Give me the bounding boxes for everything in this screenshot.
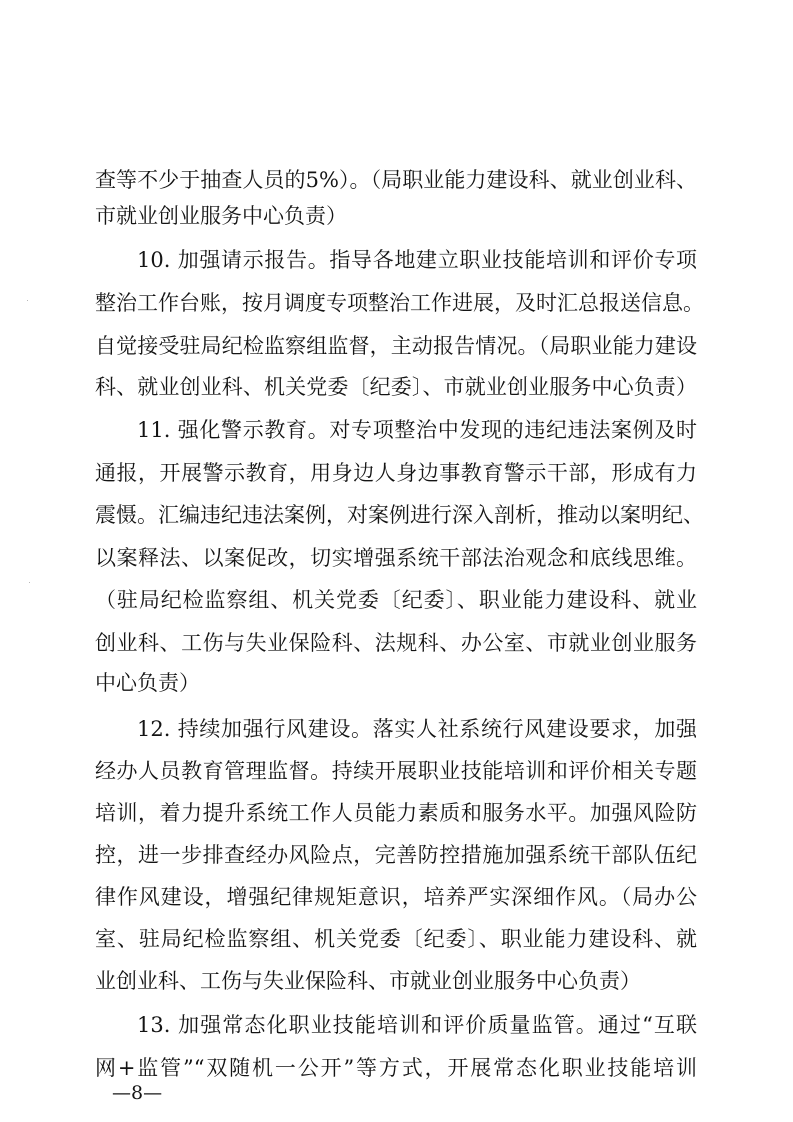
scan-speck [27,300,28,301]
paragraph-12-heading: 12. 持续加强行风建设。落实人社系统行风建设要求，加强 [137,717,697,741]
scan-speck [29,582,30,583]
text-line: 经办人员教育管理监督。持续开展职业技能培训和评价相关专题 [95,759,697,783]
text-line: 中心负责） [95,671,200,695]
page-number: —8— [112,1082,163,1104]
text-line: 培训，着力提升系统工作人员能力素质和服务水平。加强风险防 [95,801,697,825]
text-line: 律作风建设，增强纪律规矩意识，培养严实深细作风。（局办公 [95,885,697,909]
text-line: 查等不少于抽查人员的5%）。（局职业能力建设科、就业创业科、 [95,168,697,192]
text-line: 通报，开展警示教育，用身边人身边事教育警示干部，形成有力 [95,461,697,485]
text-line: 震慑。汇编违纪违法案例，对案例进行深入剖析，推动以案明纪、 [95,503,704,527]
text-line: 创业科、工伤与失业保险科、法规科、办公室、市就业创业服务 [95,631,697,655]
paragraph-10-heading: 10. 加强请示报告。指导各地建立职业技能培训和评价专项 [137,248,697,272]
text-line: 市就业创业服务中心负责） [95,204,347,228]
text-line: 以案释法、以案促改，切实增强系统干部法治观念和底线思维。 [95,546,697,570]
text-line: 自觉接受驻局纪检监察组监督，主动报告情况。（局职业能力建设 [95,334,697,358]
paragraph-13-heading: 13. 加强常态化职业技能培训和评价质量监管。通过“互联 [137,1013,697,1037]
text-line: 整治工作台账，按月调度专项整治工作进展，及时汇总报送信息。 [95,291,704,315]
paragraph-11-heading: 11. 强化警示教育。对专项整治中发现的违纪违法案例及时 [137,418,697,442]
text-line: 科、就业创业科、机关党委〔纪委〕、市就业创业服务中心负责） [95,375,697,399]
text-line: 室、驻局纪检监察组、机关党委〔纪委〕、职业能力建设科、就 [95,927,697,951]
text-line: （驻局纪检监察组、机关党委〔纪委〕、职业能力建设科、就业 [95,588,697,612]
text-line: 网+监管”“双随机一公开”等方式，开展常态化职业技能培训 [95,1056,697,1080]
text-line: 业创业科、工伤与失业保险科、市就业创业服务中心负责） [95,969,641,993]
text-line: 控，进一步排查经办风险点，完善防控措施加强系统干部队伍纪 [95,843,697,867]
